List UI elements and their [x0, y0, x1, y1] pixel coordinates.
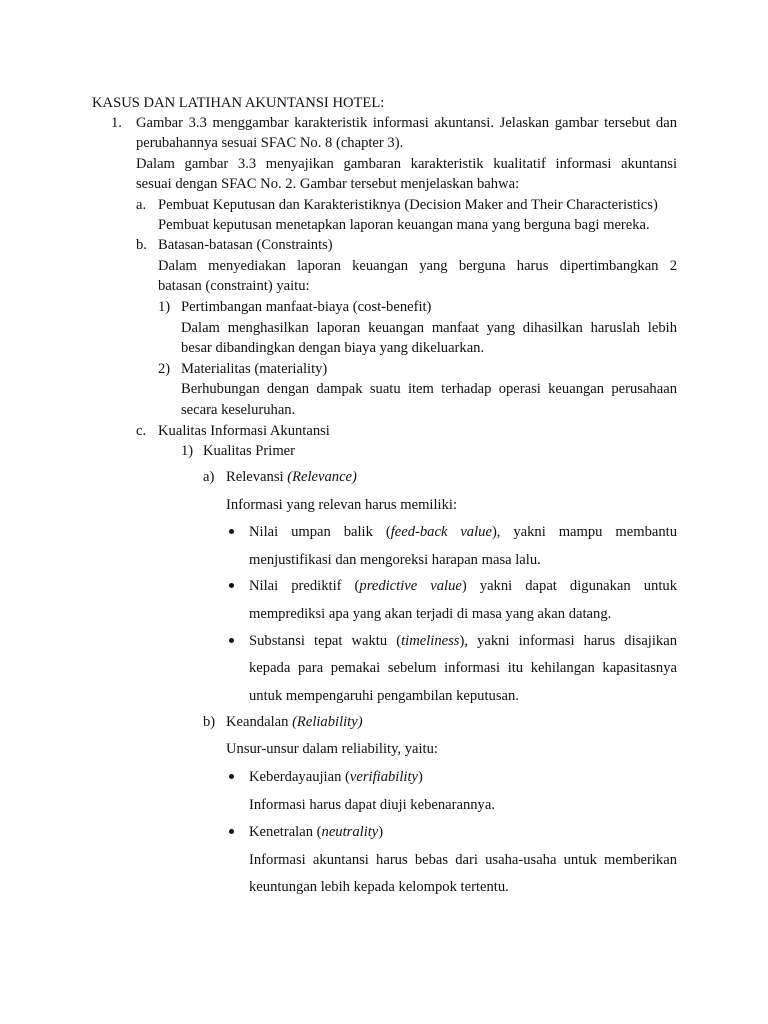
- bullet-text: Keberdayaujian (verifiability): [249, 769, 423, 785]
- bullet-text: memprediksi apa yang akan terjadi di masa yang akan datang.: [249, 606, 612, 622]
- item-heading: Relevansi (Relevance): [226, 469, 357, 485]
- subsection-heading: Kualitas Primer: [203, 443, 296, 459]
- list-marker: 1): [158, 299, 171, 315]
- subsection-text: Berhubungan dengan dampak suatu item terhadap operasi keuangan perusahaan: [181, 381, 677, 397]
- section-text: Pembuat keputusan menetapkan laporan keuangan mana yang berguna bagi mereka.: [158, 217, 650, 233]
- answer-intro: sesuai dengan SFAC No. 2. Gambar tersebut menjelaskan bahwa:: [136, 176, 520, 192]
- list-marker: a): [203, 469, 215, 485]
- bullet-icon: [229, 774, 234, 779]
- section-heading: Kualitas Informasi Akuntansi: [158, 423, 330, 439]
- item-heading: Keandalan (Reliability): [226, 714, 363, 730]
- section-heading: Batasan-batasan (Constraints): [158, 237, 333, 253]
- section-text: Dalam menyediakan laporan keuangan yang berguna harus dipertimbangkan 2: [158, 258, 677, 274]
- list-marker: b.: [136, 237, 147, 253]
- bullet-text: menjustifikasi dan mengoreksi harapan masa lalu.: [249, 552, 541, 568]
- bullet-icon: [229, 583, 234, 588]
- list-marker: 1): [181, 443, 194, 459]
- bullet-text: untuk mempengaruhi pengambilan keputusan.: [249, 688, 519, 704]
- bullet-text: Nilai umpan balik (feed-back value), yakni mampu membantu: [249, 524, 677, 540]
- list-marker: c.: [136, 423, 147, 439]
- subsection-text: besar dibandingkan dengan biaya yang dikeluarkan.: [181, 340, 485, 356]
- bullet-icon: [229, 638, 234, 643]
- bullet-text: keuntungan lebih kepada kelompok tertentu.: [249, 879, 509, 895]
- subsection-heading: Pertimbangan manfaat-biaya (cost-benefit): [181, 299, 432, 315]
- list-marker: a.: [136, 197, 147, 213]
- section-heading: Pembuat Keputusan dan Karakteristiknya (Decision Maker and Their Characteristics): [158, 197, 658, 213]
- answer-intro: Dalam gambar 3.3 menyajikan gambaran karakteristik kualitatif informasi akuntansi: [136, 156, 677, 172]
- section-text: batasan (constraint) yaitu:: [158, 278, 310, 294]
- bullet-icon: [229, 829, 234, 834]
- document-title: KASUS DAN LATIHAN AKUNTANSI HOTEL:: [92, 95, 385, 111]
- question-text: Gambar 3.3 menggambar karakteristik informasi akuntansi. Jelaskan gambar tersebut dan: [136, 115, 677, 131]
- bullet-icon: [229, 529, 234, 534]
- bullet-text: Nilai prediktif (predictive value) yakni dapat digunakan untuk: [249, 578, 678, 594]
- bullet-text: Substansi tepat waktu (timeliness), yakni informasi harus disajikan: [249, 633, 677, 649]
- list-marker: b): [203, 714, 216, 730]
- bullet-text: Informasi akuntansi harus bebas dari usaha-usaha untuk memberikan: [249, 852, 677, 868]
- bullet-text: kepada para pemakai sebelum informasi itu kehilangan kapasitasnya: [249, 660, 677, 676]
- item-intro: Unsur-unsur dalam reliability, yaitu:: [226, 741, 438, 757]
- subsection-heading: Materialitas (materiality): [181, 361, 328, 377]
- subsection-text: secara keseluruhan.: [181, 402, 296, 418]
- list-marker: 2): [158, 361, 171, 377]
- question-text: perubahannya sesuai SFAC No. 8 (chapter 3).: [136, 135, 404, 151]
- subsection-text: Dalam menghasilkan laporan keuangan manfaat yang dihasilkan haruslah lebih: [181, 320, 677, 336]
- list-marker: 1.: [111, 115, 122, 131]
- item-intro: Informasi yang relevan harus memiliki:: [226, 497, 457, 513]
- bullet-text: Kenetralan (neutrality): [249, 824, 384, 840]
- bullet-text: Informasi harus dapat diuji kebenarannya.: [249, 797, 495, 813]
